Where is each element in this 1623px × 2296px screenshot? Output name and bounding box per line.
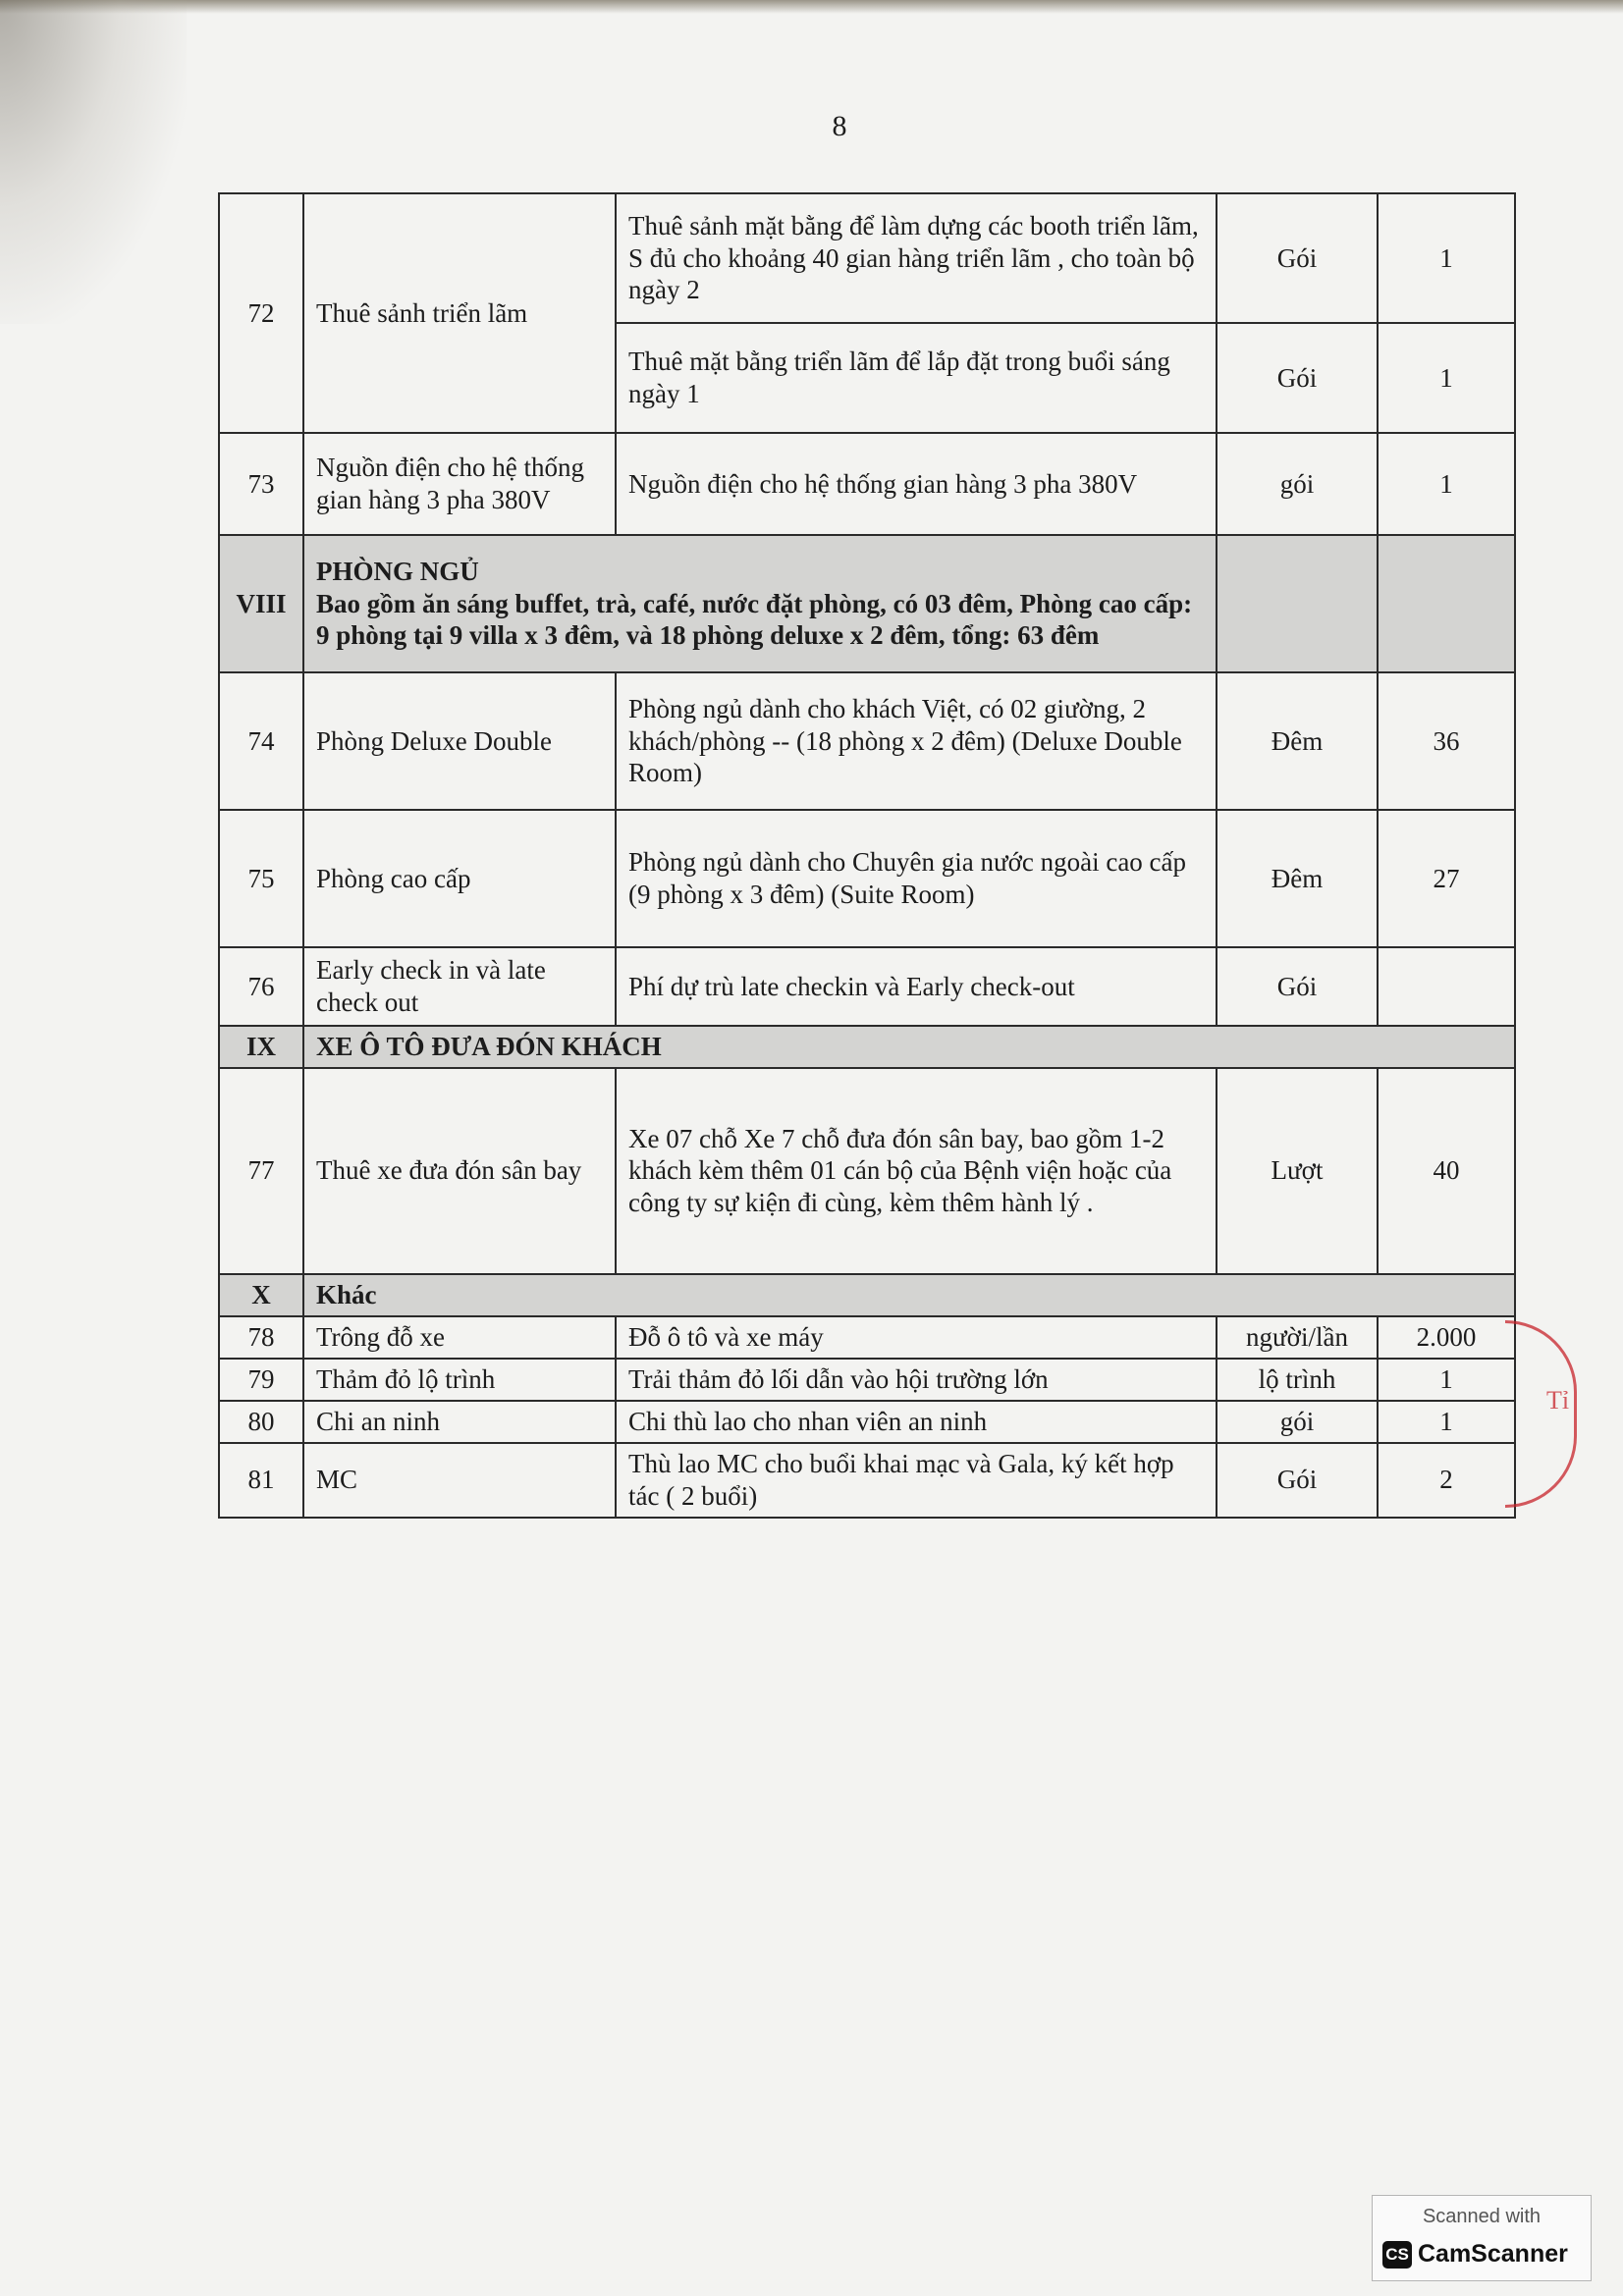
- item-quantity: 2.000: [1378, 1316, 1515, 1359]
- item-name: Early check in và late check out: [303, 947, 616, 1026]
- section-number: IX: [219, 1026, 303, 1068]
- item-quantity: 27: [1378, 810, 1515, 947]
- item-unit: Gói: [1217, 193, 1378, 323]
- item-description: Đỗ ô tô và xe máy: [616, 1316, 1217, 1359]
- watermark-brand: CamScanner: [1418, 2240, 1568, 2268]
- item-quantity: 2: [1378, 1443, 1515, 1518]
- item-unit: lộ trình: [1217, 1359, 1378, 1401]
- item-description: Thuê sảnh mặt bằng để làm dựng các booth triển lãm, S đủ cho khoảng 40 gian hàng triển lãm , cho toàn bộ ngày 2: [616, 193, 1217, 323]
- item-unit: gói: [1217, 433, 1378, 535]
- section-header: [303, 535, 1217, 672]
- section-row: [219, 535, 1515, 672]
- scan-shadow-top: [0, 0, 1623, 14]
- row-number: 79: [219, 1359, 303, 1401]
- watermark-caption: Scanned with: [1422, 2206, 1542, 2227]
- item-unit: Lượt: [1217, 1068, 1378, 1274]
- item-unit: Đêm: [1217, 672, 1378, 810]
- section-row: [219, 1026, 1515, 1068]
- item-quantity: 1: [1378, 1401, 1515, 1443]
- item-quantity: [1378, 947, 1515, 1026]
- table-row: [219, 193, 1515, 323]
- item-description: Phòng ngủ dành cho Chuyên gia nước ngoài cao cấp (9 phòng x 3 đêm) (Suite Room): [616, 810, 1217, 947]
- stamp-text: Tỉ: [1546, 1386, 1570, 1415]
- table-row: [219, 810, 1515, 947]
- item-name: Phòng cao cấp: [303, 810, 616, 947]
- scan-shadow-left: [0, 0, 187, 324]
- table-row: [219, 672, 1515, 810]
- item-name: MC: [303, 1443, 616, 1518]
- row-number: 75: [219, 810, 303, 947]
- page-number: 8: [832, 110, 847, 142]
- item-description: Chi thù lao cho nhan viên an ninh: [616, 1401, 1217, 1443]
- item-description: Xe 07 chỗ Xe 7 chỗ đưa đón sân bay, bao gồm 1-2 khách kèm thêm 01 cán bộ của Bệnh viện hoặc của công ty sự kiện đi cùng, kèm thêm hành lý .: [616, 1068, 1217, 1274]
- section-number: VIII: [219, 535, 303, 672]
- section-qty-cell: [1378, 535, 1515, 672]
- row-number: 77: [219, 1068, 303, 1274]
- item-description: Trải thảm đỏ lối dẫn vào hội trường lớn: [616, 1359, 1217, 1401]
- section-title: XE Ô TÔ ĐƯA ĐÓN KHÁCH: [303, 1026, 1515, 1068]
- item-quantity: 36: [1378, 672, 1515, 810]
- item-unit: gói: [1217, 1401, 1378, 1443]
- item-name: Phòng Deluxe Double: [303, 672, 616, 810]
- section-title: Khác: [303, 1274, 1515, 1316]
- item-description: Thuê mặt bằng triển lãm để lắp đặt trong buổi sáng ngày 1: [616, 323, 1217, 433]
- item-name: Thuê sảnh triển lãm: [303, 193, 616, 433]
- row-number: 76: [219, 947, 303, 1026]
- item-description: Phí dự trù late checkin và Early check-out: [616, 947, 1217, 1026]
- item-name: Thuê xe đưa đón sân bay: [303, 1068, 616, 1274]
- table-row: [219, 1443, 1515, 1518]
- item-quantity: 1: [1378, 323, 1515, 433]
- table-row: [219, 1359, 1515, 1401]
- item-unit: Đêm: [1217, 810, 1378, 947]
- row-number: 73: [219, 433, 303, 535]
- row-number: 78: [219, 1316, 303, 1359]
- item-unit: Gói: [1217, 947, 1378, 1026]
- item-name: Chi an ninh: [303, 1401, 616, 1443]
- item-quantity: 1: [1378, 1359, 1515, 1401]
- item-unit: Gói: [1217, 1443, 1378, 1518]
- camscanner-logo-icon: CS: [1382, 2241, 1412, 2269]
- row-number: 80: [219, 1401, 303, 1443]
- item-description: Phòng ngủ dành cho khách Việt, có 02 giường, 2 khách/phòng -- (18 phòng x 2 đêm) (Deluxe Double Room): [616, 672, 1217, 810]
- item-unit: người/lần: [1217, 1316, 1378, 1359]
- section-row: [219, 1274, 1515, 1316]
- item-name: Trông đỗ xe: [303, 1316, 616, 1359]
- row-number: 74: [219, 672, 303, 810]
- item-unit: Gói: [1217, 323, 1378, 433]
- item-name: Thảm đỏ lộ trình: [303, 1359, 616, 1401]
- row-number: 72: [219, 193, 303, 433]
- item-quantity: 40: [1378, 1068, 1515, 1274]
- table-row: [219, 1401, 1515, 1443]
- item-quantity: 1: [1378, 433, 1515, 535]
- section-note: Bao gồm ăn sáng buffet, trà, café, nước đặt phòng, có 03 đêm, Phòng cao cấp: 9 phòng tại 9 villa x 3 đêm, và 18 phòng deluxe x 2 đêm, tổng: 63 đêm: [316, 588, 1193, 651]
- section-unit-cell: [1217, 535, 1378, 672]
- item-quantity: 1: [1378, 193, 1515, 323]
- camscanner-watermark: [1372, 2195, 1592, 2281]
- section-number: X: [219, 1274, 303, 1316]
- table-row: [219, 1068, 1515, 1274]
- cost-table: [218, 192, 1516, 1519]
- section-title: PHÒNG NGỦ: [316, 556, 479, 586]
- item-description: Nguồn điện cho hệ thống gian hàng 3 pha 380V: [616, 433, 1217, 535]
- table-row: [219, 433, 1515, 535]
- row-number: 81: [219, 1443, 303, 1518]
- table-row: [219, 947, 1515, 1026]
- table-row: [219, 1316, 1515, 1359]
- item-description: Thù lao MC cho buổi khai mạc và Gala, ký kết hợp tác ( 2 buổi): [616, 1443, 1217, 1518]
- item-name: Nguồn điện cho hệ thống gian hàng 3 pha 380V: [303, 433, 616, 535]
